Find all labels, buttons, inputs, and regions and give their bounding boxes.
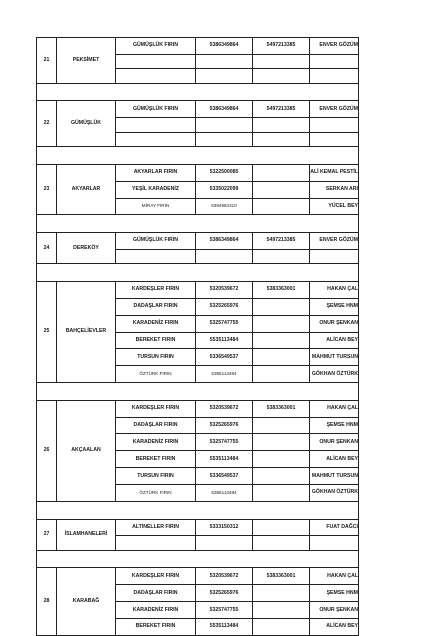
- phone-primary: [196, 118, 253, 133]
- phone-primary: 5535113484: [196, 451, 253, 468]
- table-row: [37, 101, 359, 118]
- bakery-name: BEREKET FIRIN: [116, 332, 196, 349]
- contact-person: HAKAN ÇAL: [310, 281, 359, 298]
- bakery-name: DADAŞLAR FIRIN: [116, 417, 196, 434]
- spacer-cell: [196, 215, 253, 233]
- contact-person: HAKAN ÇAL: [310, 400, 359, 417]
- bakery-contact-table: [36, 37, 359, 636]
- phone-secondary: [253, 298, 310, 315]
- group-spacer-row: [37, 502, 359, 520]
- contact-person: YÜCEL BEY: [310, 198, 359, 215]
- contact-person: ENVER GÖZÜM: [310, 101, 359, 118]
- phone-primary: [196, 132, 253, 147]
- spacer-cell: [116, 550, 196, 568]
- group-number: 25: [37, 281, 57, 382]
- bakery-name: KARDEŞLER FIRIN: [116, 281, 196, 298]
- bakery-name: DADAŞLAR FIRIN: [116, 298, 196, 315]
- group-spacer-row: [37, 83, 359, 101]
- phone-secondary: [253, 249, 310, 264]
- phone-secondary: [253, 132, 310, 147]
- bakery-name: GÜMÜŞLÜK FIRIN: [116, 101, 196, 118]
- spacer-cell: [196, 83, 253, 101]
- phone-primary: 5325265976: [196, 298, 253, 315]
- phone-primary: [196, 69, 253, 84]
- phone-primary: 5386349864: [196, 101, 253, 118]
- phone-primary: 5336549537: [196, 468, 253, 485]
- phone-primary: 5325747755: [196, 315, 253, 332]
- table-row: [37, 164, 359, 181]
- bakery-name: [116, 249, 196, 264]
- spacer-cell: [310, 83, 359, 101]
- spacer-cell: [116, 215, 196, 233]
- group-spacer-row: [37, 550, 359, 568]
- table-row: [37, 232, 359, 249]
- phone-secondary: [253, 349, 310, 366]
- phone-primary: 5385113484: [196, 485, 253, 502]
- contact-person: ALİCAN BEY: [310, 332, 359, 349]
- bakery-contact-sheet: [36, 37, 358, 636]
- spacer-cell: [253, 147, 310, 165]
- spacer-cell: [253, 215, 310, 233]
- group-number: 23: [37, 164, 57, 215]
- phone-primary: 5386349864: [196, 232, 253, 249]
- phone-primary: 5325265976: [196, 585, 253, 602]
- contact-person: MAHMUT TURSUN: [310, 349, 359, 366]
- region-name: DEREKÖY: [57, 232, 116, 263]
- bakery-name: DADAŞLAR FIRIN: [116, 585, 196, 602]
- spacer-cell: [37, 215, 57, 233]
- spacer-cell: [37, 502, 57, 520]
- spacer-cell: [37, 383, 57, 401]
- spacer-cell: [310, 147, 359, 165]
- spacer-cell: [310, 215, 359, 233]
- spacer-cell: [310, 383, 359, 401]
- group-spacer-row: [37, 147, 359, 165]
- region-name: AKYARLAR: [57, 164, 116, 215]
- region-name: KARABAĞ: [57, 568, 116, 636]
- group-number: 27: [37, 519, 57, 550]
- spacer-cell: [253, 550, 310, 568]
- spacer-cell: [116, 147, 196, 165]
- bakery-name: [116, 54, 196, 69]
- phone-primary: 5325747755: [196, 434, 253, 451]
- bakery-name: ÖZTÜRK FIRIN: [116, 485, 196, 502]
- contact-person: [310, 249, 359, 264]
- phone-secondary: [253, 536, 310, 551]
- contact-person: FUAT DAĞCI: [310, 519, 359, 536]
- phone-primary: 5335022099: [196, 181, 253, 198]
- spacer-cell: [196, 147, 253, 165]
- spacer-cell: [116, 383, 196, 401]
- spacer-cell: [253, 502, 310, 520]
- spacer-cell: [310, 502, 359, 520]
- spacer-cell: [57, 502, 116, 520]
- bakery-name: BEREKET FIRIN: [116, 619, 196, 636]
- contact-person: ENVER GÖZÜM: [310, 38, 359, 55]
- spacer-cell: [57, 550, 116, 568]
- region-name: BAHÇELİEVLER: [57, 281, 116, 382]
- spacer-cell: [57, 215, 116, 233]
- group-number: 21: [37, 38, 57, 84]
- spacer-cell: [57, 383, 116, 401]
- spacer-cell: [116, 83, 196, 101]
- phone-secondary: [253, 181, 310, 198]
- phone-secondary: [253, 417, 310, 434]
- phone-secondary: 5383363001: [253, 568, 310, 585]
- bakery-name: MİRAY FIRIN: [116, 198, 196, 215]
- bakery-name: [116, 118, 196, 133]
- spacer-cell: [253, 264, 310, 282]
- group-number: 26: [37, 400, 57, 501]
- phone-secondary: 5383363001: [253, 400, 310, 417]
- table-row: [37, 281, 359, 298]
- phone-secondary: [253, 315, 310, 332]
- spacer-cell: [310, 264, 359, 282]
- phone-secondary: [253, 69, 310, 84]
- contact-person: GÖKHAN ÖZTÜRK: [310, 485, 359, 502]
- group-number: 22: [37, 101, 57, 147]
- table-row: [37, 568, 359, 585]
- phone-primary: [196, 536, 253, 551]
- phone-secondary: 5497213385: [253, 232, 310, 249]
- group-spacer-row: [37, 215, 359, 233]
- bakery-name: YEŞİL KARADENİZ: [116, 181, 196, 198]
- spacer-cell: [116, 502, 196, 520]
- region-name: PEKSİMET: [57, 38, 116, 84]
- bakery-name: AKYARLAR FIRIN: [116, 164, 196, 181]
- group-number: 24: [37, 232, 57, 263]
- bakery-name: ALTINELLER FIRIN: [116, 519, 196, 536]
- phone-secondary: [253, 485, 310, 502]
- spacer-cell: [37, 83, 57, 101]
- phone-primary: 5325265976: [196, 417, 253, 434]
- region-name: GÜMÜŞLÜK: [57, 101, 116, 147]
- bakery-name: TURSUN FIRIN: [116, 468, 196, 485]
- contact-person: [310, 118, 359, 133]
- contact-person: [310, 69, 359, 84]
- phone-primary: 5320539672: [196, 400, 253, 417]
- phone-secondary: 5383363001: [253, 281, 310, 298]
- group-spacer-row: [37, 264, 359, 282]
- region-name: AKÇAALAN: [57, 400, 116, 501]
- spacer-cell: [57, 147, 116, 165]
- spacer-cell: [253, 383, 310, 401]
- bakery-name: [116, 69, 196, 84]
- table-row: [37, 400, 359, 417]
- spacer-cell: [310, 550, 359, 568]
- spacer-cell: [196, 550, 253, 568]
- contact-person: ŞEMSE HNM: [310, 585, 359, 602]
- bakery-name: [116, 536, 196, 551]
- contact-person: HAKAN ÇAL: [310, 568, 359, 585]
- contact-person: [310, 536, 359, 551]
- contact-person: [310, 54, 359, 69]
- phone-primary: 5336549537: [196, 349, 253, 366]
- phone-secondary: [253, 164, 310, 181]
- region-name: İSLAMHANELERİ: [57, 519, 116, 550]
- spacer-cell: [37, 550, 57, 568]
- phone-secondary: [253, 332, 310, 349]
- phone-secondary: [253, 434, 310, 451]
- phone-secondary: [253, 602, 310, 619]
- spacer-cell: [57, 83, 116, 101]
- phone-primary: 5320539672: [196, 568, 253, 585]
- bakery-name: KARDEŞLER FIRIN: [116, 568, 196, 585]
- spacer-cell: [37, 147, 57, 165]
- contact-person: GÖKHAN ÖZTÜRK: [310, 366, 359, 383]
- contact-person: MAHMUT TURSUN: [310, 468, 359, 485]
- phone-secondary: [253, 468, 310, 485]
- group-number: 28: [37, 568, 57, 636]
- phone-secondary: 5497213385: [253, 101, 310, 118]
- phone-primary: 5386349864: [196, 38, 253, 55]
- phone-secondary: [253, 54, 310, 69]
- spacer-cell: [116, 264, 196, 282]
- contact-person: ONUR ŞENKAN: [310, 602, 359, 619]
- phone-secondary: [253, 619, 310, 636]
- table-body: [37, 38, 359, 636]
- contact-person: ONUR ŞENKAN: [310, 434, 359, 451]
- bakery-name: BEREKET FIRIN: [116, 451, 196, 468]
- contact-person: SERKAN ARI: [310, 181, 359, 198]
- phone-secondary: [253, 198, 310, 215]
- phone-primary: 5320539672: [196, 281, 253, 298]
- contact-person: [310, 132, 359, 147]
- contact-person: ONUR ŞENKAN: [310, 315, 359, 332]
- bakery-name: KARDEŞLER FIRIN: [116, 400, 196, 417]
- phone-secondary: [253, 585, 310, 602]
- phone-secondary: 5497213385: [253, 38, 310, 55]
- spacer-cell: [196, 502, 253, 520]
- phone-secondary: [253, 451, 310, 468]
- bakery-name: TURSUN FIRIN: [116, 349, 196, 366]
- group-spacer-row: [37, 383, 359, 401]
- spacer-cell: [57, 264, 116, 282]
- spacer-cell: [196, 264, 253, 282]
- phone-primary: [196, 54, 253, 69]
- spacer-cell: [196, 383, 253, 401]
- phone-primary: [196, 249, 253, 264]
- contact-person: ENVER GÖZÜM: [310, 232, 359, 249]
- phone-primary: 5535113484: [196, 619, 253, 636]
- bakery-name: [116, 132, 196, 147]
- bakery-name: ÖZTÜRK FIRIN: [116, 366, 196, 383]
- bakery-name: KARADENİZ FIRIN: [116, 315, 196, 332]
- contact-person: ALİCAN BEY: [310, 619, 359, 636]
- phone-secondary: [253, 118, 310, 133]
- phone-primary: 5535113484: [196, 332, 253, 349]
- spacer-cell: [37, 264, 57, 282]
- contact-person: ŞEMSE HNM: [310, 417, 359, 434]
- contact-person: ŞEMSE HNM: [310, 298, 359, 315]
- phone-primary: 5385113484: [196, 366, 253, 383]
- bakery-name: GÜMÜŞLÜK FIRIN: [116, 232, 196, 249]
- table-row: [37, 38, 359, 55]
- table-row: [37, 519, 359, 536]
- phone-secondary: [253, 519, 310, 536]
- phone-primary: 5325747755: [196, 602, 253, 619]
- phone-secondary: [253, 366, 310, 383]
- spacer-cell: [253, 83, 310, 101]
- phone-primary: 5384984310: [196, 198, 253, 215]
- contact-person: ALİ KEMAL PESTİL: [310, 164, 359, 181]
- bakery-name: GÜMÜŞLÜK FIRIN: [116, 38, 196, 55]
- bakery-name: KARADENİZ FIRIN: [116, 602, 196, 619]
- bakery-name: KARADENİZ FIRIN: [116, 434, 196, 451]
- contact-person: ALİCAN BEY: [310, 451, 359, 468]
- phone-primary: 5333150312: [196, 519, 253, 536]
- phone-primary: 5322500085: [196, 164, 253, 181]
